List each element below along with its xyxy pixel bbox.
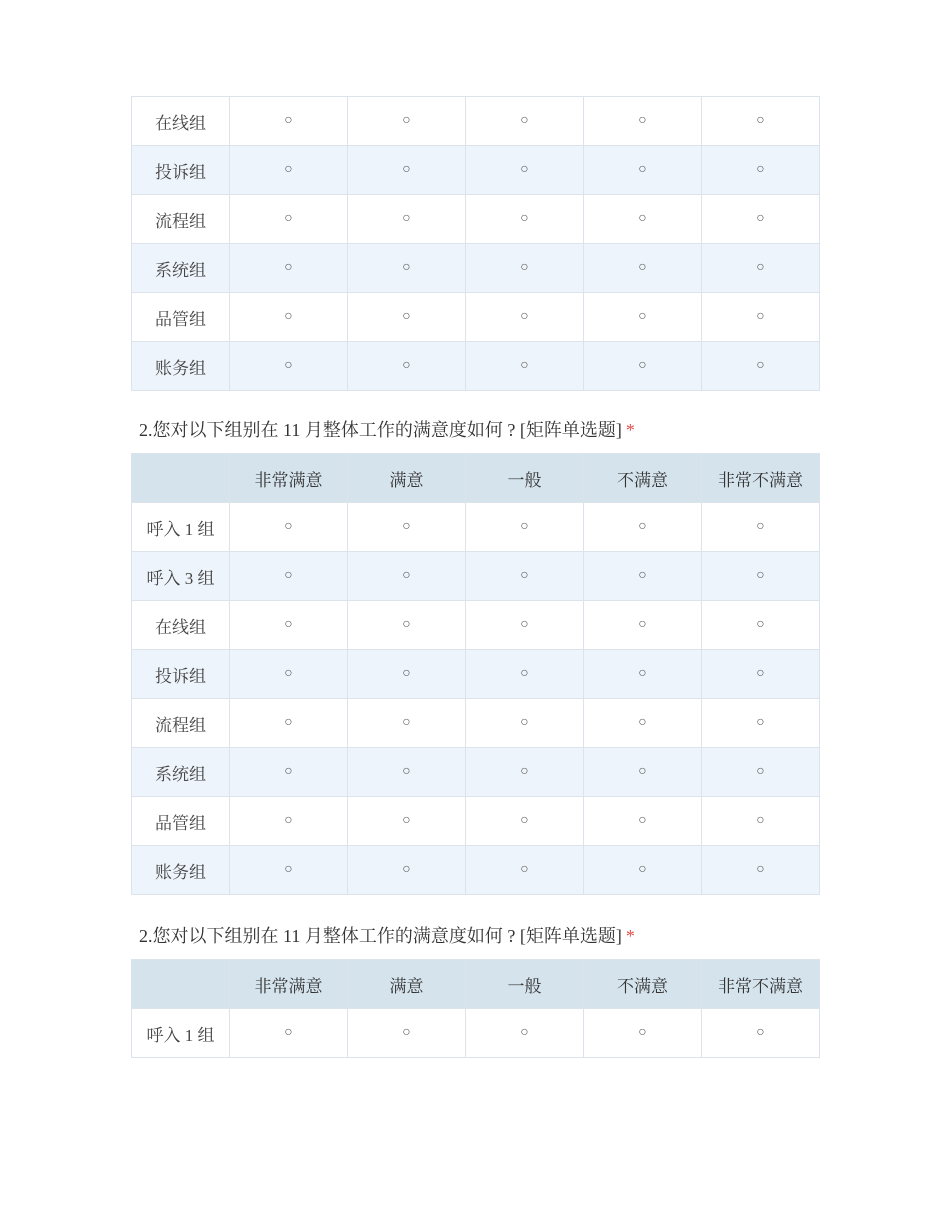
radio-option[interactable]: ○ (584, 97, 702, 146)
radio-option[interactable]: ○ (230, 601, 348, 650)
row-label: 投诉组 (132, 650, 230, 699)
row-label: 品管组 (132, 293, 230, 342)
table-row (132, 244, 820, 293)
column-header: 非常不满意 (702, 960, 820, 1009)
table-row (132, 342, 820, 391)
column-header: 非常满意 (230, 454, 348, 503)
row-label: 系统组 (132, 244, 230, 293)
header-row (132, 454, 820, 503)
radio-option[interactable]: ○ (466, 195, 584, 244)
table-row (132, 503, 820, 552)
column-header: 一般 (466, 960, 584, 1009)
radio-option[interactable]: ○ (702, 1009, 820, 1058)
row-label: 账务组 (132, 342, 230, 391)
question-title (139, 922, 635, 948)
row-label: 品管组 (132, 797, 230, 846)
radio-option[interactable]: ○ (584, 650, 702, 699)
radio-option[interactable]: ○ (348, 552, 466, 601)
row-label: 流程组 (132, 195, 230, 244)
table-row (132, 552, 820, 601)
radio-option[interactable]: ○ (466, 342, 584, 391)
radio-option[interactable]: ○ (230, 748, 348, 797)
row-label: 账务组 (132, 846, 230, 895)
radio-option[interactable]: ○ (584, 146, 702, 195)
question-text: 2.您对以下组别在 11 月整体工作的满意度如何 ? [矩阵单选题] (139, 420, 622, 440)
table-row (132, 1009, 820, 1058)
table-row (132, 293, 820, 342)
radio-option[interactable]: ○ (584, 503, 702, 552)
radio-option[interactable]: ○ (584, 195, 702, 244)
radio-option[interactable]: ○ (348, 97, 466, 146)
radio-option[interactable]: ○ (702, 650, 820, 699)
table-row (132, 650, 820, 699)
radio-option[interactable]: ○ (702, 293, 820, 342)
radio-option[interactable]: ○ (466, 650, 584, 699)
radio-option[interactable]: ○ (348, 797, 466, 846)
radio-option[interactable]: ○ (702, 195, 820, 244)
radio-option[interactable]: ○ (584, 244, 702, 293)
radio-option[interactable]: ○ (584, 342, 702, 391)
column-header: 一般 (466, 454, 584, 503)
radio-option[interactable]: ○ (348, 699, 466, 748)
radio-option[interactable]: ○ (584, 1009, 702, 1058)
table-row (132, 797, 820, 846)
radio-option[interactable]: ○ (702, 846, 820, 895)
radio-option[interactable]: ○ (466, 601, 584, 650)
radio-option[interactable]: ○ (466, 1009, 584, 1058)
radio-option[interactable]: ○ (702, 342, 820, 391)
radio-option[interactable]: ○ (584, 601, 702, 650)
radio-option[interactable]: ○ (466, 552, 584, 601)
row-label: 投诉组 (132, 146, 230, 195)
table-row (132, 146, 820, 195)
radio-option[interactable]: ○ (348, 503, 466, 552)
radio-option[interactable]: ○ (348, 601, 466, 650)
radio-option[interactable]: ○ (584, 846, 702, 895)
radio-option[interactable]: ○ (230, 797, 348, 846)
radio-option[interactable]: ○ (348, 650, 466, 699)
radio-option[interactable]: ○ (230, 195, 348, 244)
table-row (132, 601, 820, 650)
radio-option[interactable]: ○ (230, 552, 348, 601)
radio-option[interactable]: ○ (348, 195, 466, 244)
required-mark: * (625, 420, 635, 440)
matrix-table-question (131, 453, 820, 895)
matrix-table-continued (131, 96, 820, 391)
radio-option[interactable]: ○ (584, 293, 702, 342)
radio-option[interactable]: ○ (702, 601, 820, 650)
radio-option[interactable]: ○ (466, 244, 584, 293)
radio-option[interactable]: ○ (466, 748, 584, 797)
radio-option[interactable]: ○ (230, 244, 348, 293)
radio-option[interactable]: ○ (230, 97, 348, 146)
radio-option[interactable]: ○ (230, 342, 348, 391)
question-title (139, 416, 635, 442)
table-row (132, 699, 820, 748)
question-text: 2.您对以下组别在 11 月整体工作的满意度如何 ? [矩阵单选题] (139, 926, 622, 946)
row-label: 呼入 1 组 (132, 503, 230, 552)
column-header: 满意 (348, 454, 466, 503)
radio-option[interactable]: ○ (348, 342, 466, 391)
column-header: 满意 (348, 960, 466, 1009)
header-row (132, 960, 820, 1009)
radio-option[interactable]: ○ (702, 797, 820, 846)
radio-option[interactable]: ○ (584, 797, 702, 846)
radio-option[interactable]: ○ (348, 846, 466, 895)
radio-option[interactable]: ○ (466, 797, 584, 846)
column-header: 非常不满意 (702, 454, 820, 503)
radio-option[interactable]: ○ (584, 748, 702, 797)
table-row (132, 97, 820, 146)
radio-option[interactable]: ○ (348, 293, 466, 342)
radio-option[interactable]: ○ (702, 503, 820, 552)
table-row (132, 748, 820, 797)
radio-option[interactable]: ○ (230, 1009, 348, 1058)
table-row (132, 195, 820, 244)
row-label: 在线组 (132, 601, 230, 650)
radio-option[interactable]: ○ (230, 846, 348, 895)
radio-option[interactable]: ○ (230, 293, 348, 342)
column-header: 不满意 (584, 960, 702, 1009)
radio-option[interactable]: ○ (584, 699, 702, 748)
radio-option[interactable]: ○ (230, 503, 348, 552)
required-mark: * (625, 926, 635, 946)
column-header: 非常满意 (230, 960, 348, 1009)
row-label: 呼入 3 组 (132, 552, 230, 601)
table-row (132, 846, 820, 895)
radio-option[interactable]: ○ (466, 846, 584, 895)
radio-option[interactable]: ○ (702, 146, 820, 195)
row-label: 在线组 (132, 97, 230, 146)
header-corner (132, 960, 230, 1009)
header-corner (132, 454, 230, 503)
radio-option[interactable]: ○ (584, 552, 702, 601)
radio-option[interactable]: ○ (348, 244, 466, 293)
radio-option[interactable]: ○ (702, 552, 820, 601)
radio-option[interactable]: ○ (466, 146, 584, 195)
radio-option[interactable]: ○ (348, 146, 466, 195)
row-label: 系统组 (132, 748, 230, 797)
matrix-table-question (131, 959, 820, 1058)
radio-option[interactable]: ○ (466, 503, 584, 552)
radio-option[interactable]: ○ (702, 244, 820, 293)
row-label: 流程组 (132, 699, 230, 748)
column-header: 不满意 (584, 454, 702, 503)
radio-option[interactable]: ○ (230, 699, 348, 748)
radio-option[interactable]: ○ (230, 650, 348, 699)
radio-option[interactable]: ○ (348, 1009, 466, 1058)
radio-option[interactable]: ○ (466, 293, 584, 342)
radio-option[interactable]: ○ (702, 97, 820, 146)
radio-option[interactable]: ○ (466, 699, 584, 748)
radio-option[interactable]: ○ (702, 699, 820, 748)
radio-option[interactable]: ○ (702, 748, 820, 797)
radio-option[interactable]: ○ (466, 97, 584, 146)
radio-option[interactable]: ○ (348, 748, 466, 797)
row-label: 呼入 1 组 (132, 1009, 230, 1058)
radio-option[interactable]: ○ (230, 146, 348, 195)
